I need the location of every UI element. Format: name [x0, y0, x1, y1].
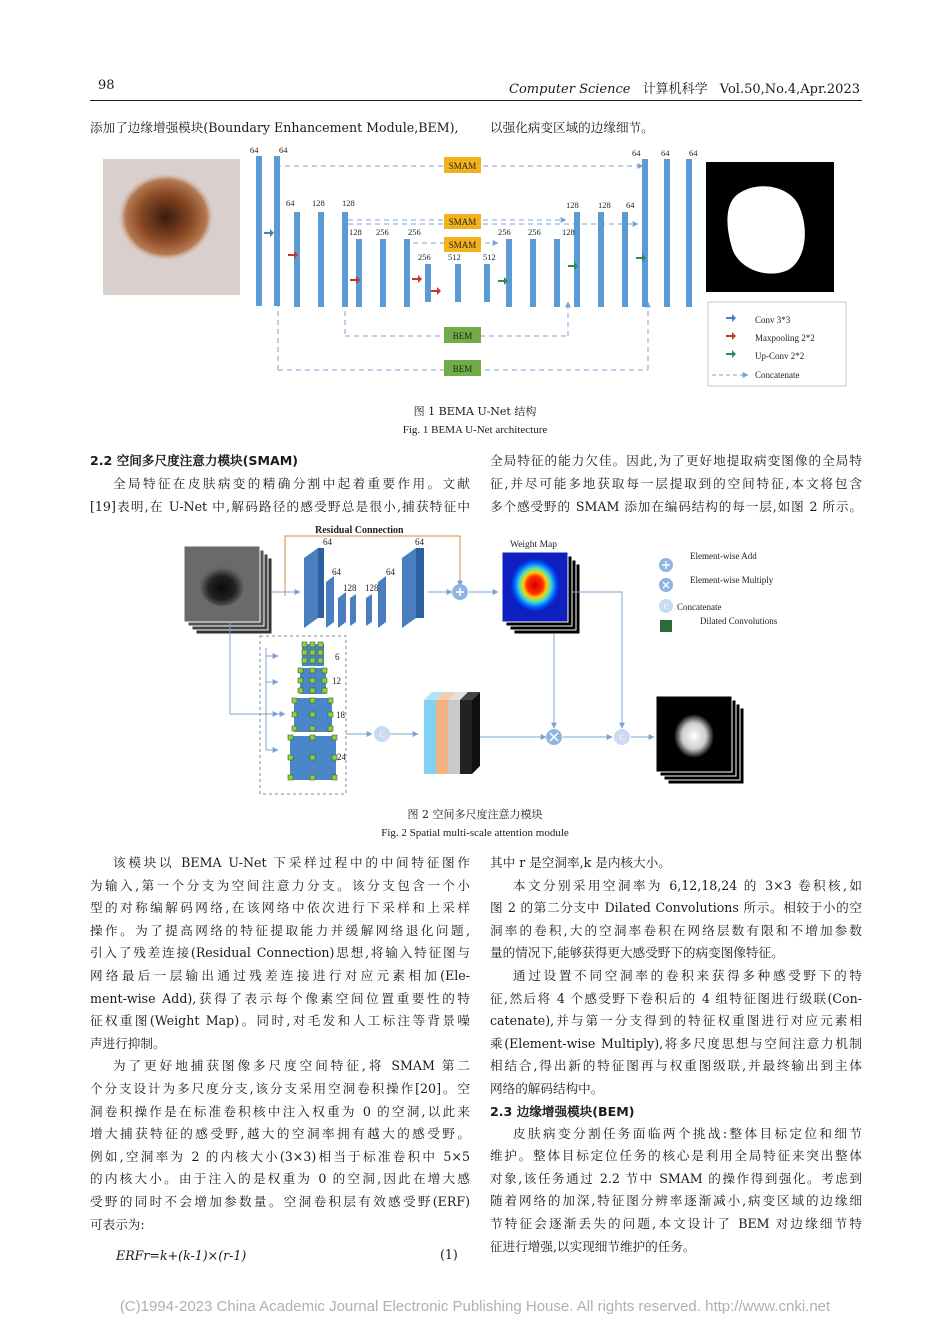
ch-label: 128 [342, 198, 355, 208]
text-line: 图 2 的第二分支中 Dilated Convolutions 所示。相较于小的空 [490, 900, 862, 916]
figure2-caption-en: Fig. 2 Spatial multi-scale attention module [381, 827, 569, 839]
dilated-legend-icon [660, 620, 672, 632]
dilated-kernels [288, 642, 337, 780]
text-line: 声进行抑制。 [90, 1035, 166, 1051]
ch-label: 64 [689, 148, 698, 158]
text-line: 其中 r 是空洞率,k 是内核大小。 [490, 855, 671, 870]
dilation-rate: 18 [336, 710, 345, 720]
section-2-3-heading: 2.3 边缘增强模块(BEM) [490, 1103, 635, 1119]
weight-map-stack [502, 552, 580, 634]
mini-unet [304, 548, 424, 628]
num-label: 64 [415, 537, 424, 547]
legend-conv: Conv 3*3 [755, 315, 791, 325]
smam-label: SMAM [448, 217, 477, 227]
legend-concat: Concatenate [755, 370, 800, 380]
ch-label: 256 [408, 227, 421, 237]
text-line: 通过设置不同空洞率的卷积来获得多种感受野下的特 [513, 967, 862, 983]
text-line: 增大捕获特征的感受野,越大的空洞率拥有越大的感受野。 [90, 1126, 470, 1142]
num-label: 128 [343, 583, 357, 593]
dilation-rate: 6 [335, 652, 340, 662]
text-line: 对象,该任务通过 2.2 节中 SMAM 的操作得到强化。考虑到 [490, 1170, 862, 1186]
fig2-legend [659, 551, 778, 632]
page-number: 98 [98, 78, 115, 93]
text-line: 型的对称编解码网络,在该网络中依次进行下采样和上采样 [90, 900, 470, 916]
output-feature-stack [656, 696, 744, 784]
figure1-bema-unet [98, 142, 858, 392]
text-line: ment-wise Add),获得了表示每个像素空间位置重要性的特 [90, 990, 470, 1006]
ch-label: 512 [483, 252, 496, 262]
journal-name-en: Computer Science [509, 82, 631, 97]
text-line: 可表示为: [90, 1216, 145, 1232]
ch-label: 256 [418, 252, 431, 262]
copyright-footer: (C)1994-2023 China Academic Journal Electronic Publishing House. All rights reserved. http://www.cnki.net [119, 1298, 831, 1315]
ch-label: 64 [661, 148, 670, 158]
residual-label: Residual Connection [315, 525, 404, 536]
figure2-caption-cn: 图 2 空间多尺度注意力模块 [407, 808, 543, 821]
running-header [509, 78, 860, 97]
ch-label: 128 [598, 200, 611, 210]
text-line: 为了更好地捕获图像多尺度空间特征,将 SMAM 第二 [113, 1058, 470, 1074]
ch-label: 64 [626, 200, 635, 210]
legend-add: Element-wise Add [690, 551, 757, 561]
equation-number: (1) [440, 1247, 458, 1262]
text-line: 相结合,得出新的特征图再与权重图级联,并最终输出到主体 [490, 1058, 862, 1074]
dilation-rate: 12 [332, 676, 341, 686]
section-2-2-heading: 2.2 空间多尺度注意力模块(SMAM) [90, 453, 299, 468]
right-column [490, 852, 862, 1258]
encoder-blocks [256, 156, 692, 307]
smam-label: SMAM [448, 240, 477, 250]
ch-label: 256 [376, 227, 389, 237]
lesion-region [118, 173, 214, 261]
text-line: 洞率的卷积,大的空洞率卷积在网络层数有限和不增加参数 [490, 922, 862, 938]
concat-node-symbol: C [379, 730, 385, 739]
ch-label: 64 [286, 198, 295, 208]
journal-name-cn: 计算机科学 [642, 82, 708, 97]
concatenated-feature-maps [424, 692, 480, 774]
weight-map-label: Weight Map [510, 540, 557, 550]
text-line: 皮肤病变分割任务面临两个挑战:整体目标定位和细节 [513, 1125, 862, 1141]
ch-label: 256 [528, 227, 541, 237]
bem-label: BEM [452, 331, 473, 341]
text-line: 该模块以 BEMA U-Net 下采样过程中的中间特征图作 [113, 855, 470, 870]
text-line: 个分支设计为多尺度分支,该分支采用空洞卷积操作[20]。空 [90, 1080, 470, 1096]
text-line: [19]表明,在 U-Net 中,解码路径的感受野总是很小,捕获特征中 [90, 499, 470, 514]
ch-label: 128 [349, 227, 362, 237]
num-label: 64 [323, 537, 332, 547]
ch-label: 64 [632, 148, 641, 158]
journal-issue: Vol.50,No.4,Apr.2023 [719, 82, 860, 97]
text-line: 的内核大小。由于注入的是权重为 0 的空洞,因此在增大感 [90, 1171, 470, 1187]
top-right-line: 以强化病变区域的边缘细节。 [490, 120, 654, 135]
header-rule [90, 100, 862, 101]
text-line: 网络的解码结构中。 [490, 1080, 604, 1096]
legend-maxpool: Maxpooling 2*2 [755, 333, 815, 343]
dilation-rate: 24 [337, 752, 346, 762]
num-label: 128 [365, 583, 379, 593]
num-label: 64 [332, 567, 341, 577]
figure1-caption-en: Fig. 1 BEMA U-Net architecture [402, 424, 548, 436]
concat-symbol: C [663, 603, 669, 611]
concat-node-symbol: C [619, 733, 625, 742]
ch-label: 128 [562, 227, 575, 237]
text-line: 操作。为了提高网络的特征提取能力并缓解网络退化问题, [90, 922, 470, 938]
equation-1: ERFr=k+(k-1)×(r-1) [116, 1248, 247, 1263]
text-line: 征,并尽可能多地获取每一层提取到的空间特征,本文将包含 [490, 476, 862, 491]
ch-label: 128 [312, 198, 325, 208]
text-line: 为输入,第一个分支为空间注意力分支。该分支包含一个小 [90, 877, 470, 893]
ch-label: 64 [279, 145, 288, 155]
text-line: 全局特征的能力欠佳。因此,为了更好地提取病变图像的全局特 [490, 453, 862, 468]
ch-label: 64 [250, 145, 259, 155]
text-line: 乘(Element-wise Multiply),将多尺度思想与空间注意力机制 [490, 1035, 862, 1051]
text-line: 维护。整体目标定位任务的核心是利用全局特征来突出整体 [490, 1148, 862, 1164]
text-line: 网络最后一层输出通过残差连接进行对应元素相加(Ele- [90, 967, 470, 983]
text-line: 洞卷积操作是在标准卷积核中注入权重为 0 的空洞,以此来 [90, 1103, 470, 1119]
input-feature-stack [184, 546, 272, 634]
text-line: 本文分别采用空洞率为 6,12,18,24 的 3×3 卷积核,如 [513, 877, 862, 893]
text-line: 量的情况下,能够获得更大感受野下的病变图像特征。 [490, 945, 784, 961]
legend-mul: Element-wise Multiply [690, 575, 774, 585]
legend-upconv: Up-Conv 2*2 [755, 351, 805, 361]
ch-label: 512 [448, 252, 461, 262]
text-line: catenate),并与第一分支得到的特征权重图进行对应元素相 [490, 1013, 862, 1029]
text-line: 节特征会逐渐丢失的问题,本文设计了 BEM 对边缘细节特 [490, 1215, 862, 1231]
text-line: 例如,空洞率为 2 的内核大小(3×3)相当于标准卷积中 5×5 [90, 1148, 470, 1164]
text-line: 多个感受野的 SMAM 添加在编码结构的每一层,如图 2 所示。 [490, 499, 862, 514]
text-line: 受野的同时不会增加参数量。空洞卷积层有效感受野(ERF) [90, 1193, 470, 1209]
legend-dilated: Dilated Convolutions [700, 616, 778, 626]
text-line: 引入了残差连接(Residual Connection)思想,将输入特征图与 [90, 945, 470, 961]
text-line: 征,然后将 4 个感受野下卷积后的 4 组特征图进行级联(Con- [490, 990, 862, 1006]
num-label: 64 [386, 567, 395, 577]
bem-label: BEM [452, 364, 473, 374]
figure2-smam [180, 522, 780, 797]
ch-label: 128 [566, 200, 579, 210]
text-line: 征进行增强,以实现细节维护的任务。 [490, 1238, 696, 1254]
text-line: 全局特征在皮肤病变的精确分割中起着重要作用。文献 [113, 476, 470, 491]
left-column [90, 852, 470, 1236]
text-line: 随着网络的加深,特征图分辨率逐渐减小,病变区域的边缘细 [490, 1193, 862, 1209]
top-left-line: 添加了边缘增强模块(Boundary Enhancement Module,BEM), [90, 120, 459, 135]
figure1-caption-cn: 图 1 BEMA U-Net 结构 [413, 405, 537, 418]
ch-label: 256 [498, 227, 511, 237]
legend-concat: Concatenate [677, 602, 722, 612]
smam-label: SMAM [448, 161, 477, 171]
text-line: 征权重图(Weight Map)。同时,对毛发和人工标注等背景噪 [90, 1013, 470, 1029]
